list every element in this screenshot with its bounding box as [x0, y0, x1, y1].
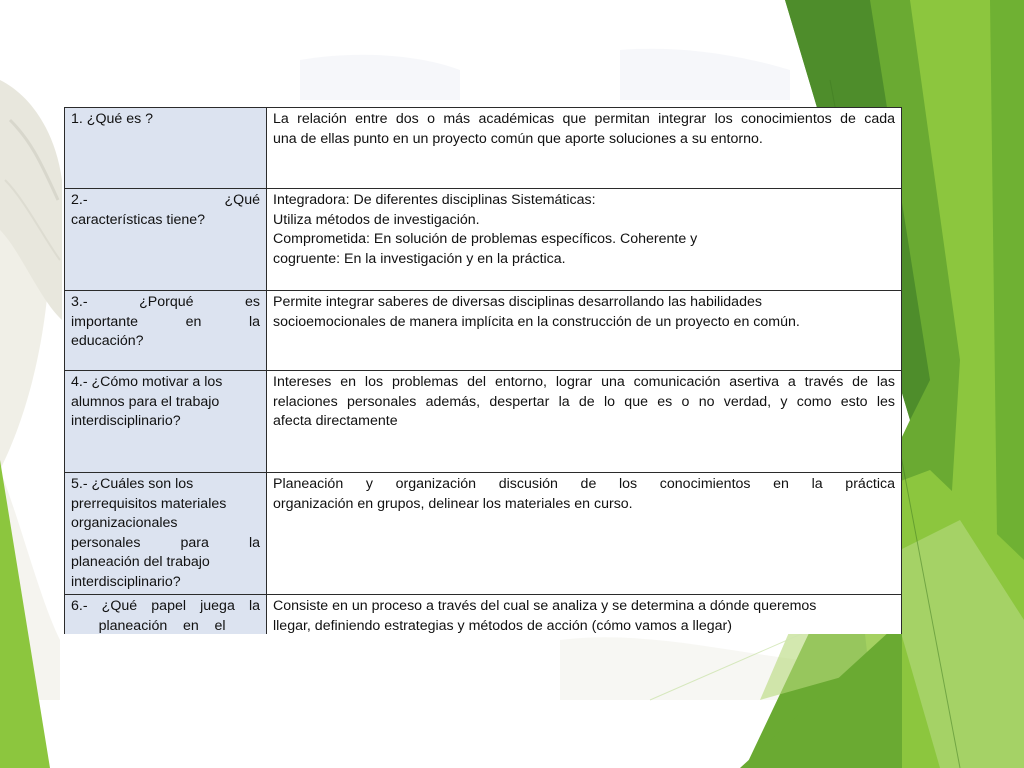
question-cell: 5.- ¿Cuáles son los prerrequisitos materiales organizacionales personales para la planeación del trabajo interdisciplinario?	[65, 473, 267, 595]
table-row	[65, 473, 901, 595]
question-cell: 2.- ¿Qué características tiene?	[65, 189, 267, 291]
answer-cell: Intereses en los problemas del entorno, lograr una comunicación asertiva a través de las relaciones personales además, despertar la de lo que es o no verdad, y como esto les afecta directamente	[267, 371, 902, 473]
answer-cell: Integradora: De diferentes disciplinas Sistemáticas: Utiliza métodos de investigación. Comprometida: En solución de problemas específicos. Coherente y cogruente: En la investigación y en la práctica.	[267, 189, 902, 291]
table-row	[65, 371, 901, 473]
table-row	[65, 595, 901, 635]
question-answer-table	[65, 108, 901, 634]
question-cell: 3.- ¿Porqué es importante en la educación?	[65, 291, 267, 371]
question-cell: 1. ¿Qué es ?	[65, 108, 267, 189]
interdisciplinary-table-image	[64, 107, 902, 634]
table-row	[65, 189, 901, 291]
question-cell: 6.- ¿Qué papel juega la planeación en el	[65, 595, 267, 635]
question-cell: 4.- ¿Cómo motivar a los alumnos para el trabajo interdisciplinario?	[65, 371, 267, 473]
table-row	[65, 108, 901, 189]
table-row	[65, 291, 901, 371]
answer-cell: Planeación y organización discusión de los conocimientos en la práctica organización en grupos, delinear los materiales en curso.	[267, 473, 902, 595]
answer-cell: Permite integrar saberes de diversas disciplinas desarrollando las habilidades socioemocionales de manera implícita en la construcción de un proyecto en común.	[267, 291, 902, 371]
answer-cell: Consiste en un proceso a través del cual se analiza y se determina a dónde queremos llegar, definiendo estrategias y métodos de acción (cómo vamos a llegar)	[267, 595, 902, 635]
answer-cell: La relación entre dos o más académicas que permitan integrar los conocimientos de cada una de ellas punto en un proyecto común que aporte soluciones a su entorno.	[267, 108, 902, 189]
